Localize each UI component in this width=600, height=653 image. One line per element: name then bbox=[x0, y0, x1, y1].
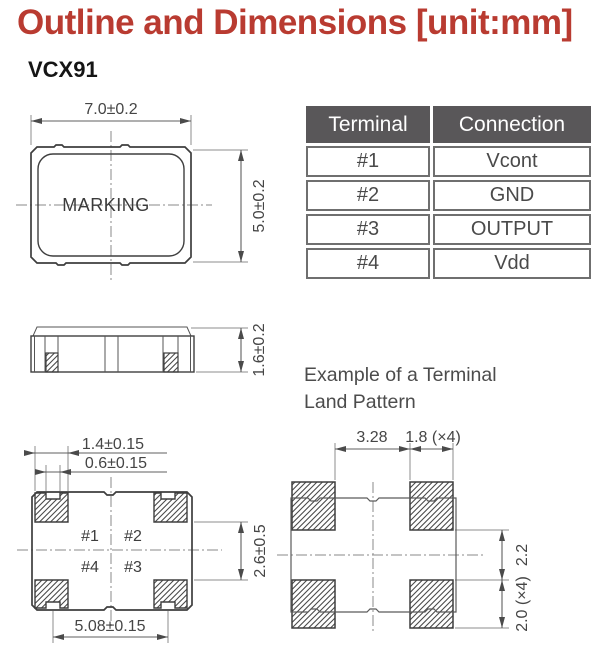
land-pad-height-dim-label: 2.0 (×4) bbox=[514, 576, 531, 632]
side-extension-lines bbox=[191, 328, 248, 372]
svg-text:#4: #4 bbox=[81, 559, 99, 576]
land-pad-top-right bbox=[410, 482, 453, 530]
pad-4 bbox=[35, 580, 68, 608]
table-row bbox=[306, 214, 591, 245]
table-row bbox=[306, 248, 591, 279]
marking-label: MARKING bbox=[62, 195, 150, 215]
pad-pitch-dim-label: 5.08±0.15 bbox=[74, 618, 146, 635]
pad-gap-y-dim-label: 2.2 bbox=[514, 543, 531, 567]
top-view-width-dim-label: 7.0±0.2 bbox=[84, 101, 138, 118]
connection-cell: OUTPUT bbox=[433, 214, 591, 245]
top-view-extension-lines bbox=[31, 115, 248, 262]
pad-2 bbox=[154, 493, 187, 522]
pad-width-dim-label: 1.4±0.15 bbox=[81, 436, 145, 453]
land-pad-top-left bbox=[292, 482, 335, 530]
model-name: VCX91 bbox=[28, 57, 98, 82]
land-pad-bottom-left bbox=[292, 580, 335, 628]
castellation-dim-label: 0.6±0.15 bbox=[84, 455, 148, 472]
svg-text:#2: #2 bbox=[124, 528, 142, 545]
pad-3 bbox=[154, 580, 187, 608]
svg-text:#3: #3 bbox=[124, 559, 142, 576]
land-pattern-caption bbox=[304, 362, 497, 416]
page-title: Outline and Dimensions [unit:mm] bbox=[17, 3, 573, 42]
top-view-drawing bbox=[10, 95, 290, 295]
terminal-connection-table bbox=[303, 103, 594, 282]
bottom-terminal-numbers bbox=[81, 528, 142, 576]
top-view-height-dim-label: 5.0±0.2 bbox=[251, 179, 268, 233]
caption-line-2: Land Pattern bbox=[304, 391, 416, 413]
pad-gap-x-dim-label: 3.28 bbox=[356, 429, 388, 446]
terminal-cell: #4 bbox=[306, 248, 430, 279]
connection-cell: Vdd bbox=[433, 248, 591, 279]
svg-text:#1: #1 bbox=[81, 528, 99, 545]
land-pattern-drawing bbox=[275, 425, 600, 653]
caption-line-1: Example of a Terminal bbox=[304, 364, 497, 386]
side-terminal-pads bbox=[46, 353, 178, 372]
side-view-drawing bbox=[10, 315, 290, 385]
table-header-connection: Connection bbox=[433, 106, 591, 143]
connection-cell: Vcont bbox=[433, 146, 591, 177]
land-pad-bottom-right bbox=[410, 580, 453, 628]
table-row bbox=[306, 146, 591, 177]
bottom-view-drawing bbox=[10, 425, 280, 653]
side-height-dim-label: 1.6±0.2 bbox=[251, 323, 268, 377]
table-row bbox=[306, 180, 591, 211]
land-pad-width-dim-label: 1.8 (×4) bbox=[405, 429, 461, 446]
pad-gap-dim-label: 2.6±0.5 bbox=[252, 524, 269, 578]
terminal-cell: #3 bbox=[306, 214, 430, 245]
connection-cell: GND bbox=[433, 180, 591, 211]
top-view-dimension-lines bbox=[31, 121, 241, 262]
terminal-cell: #1 bbox=[306, 146, 430, 177]
pad-1 bbox=[35, 493, 68, 522]
table-header-row bbox=[306, 106, 591, 143]
side-lid-outline bbox=[33, 327, 191, 336]
table-header-terminal: Terminal bbox=[306, 106, 430, 143]
terminal-cell: #2 bbox=[306, 180, 430, 211]
